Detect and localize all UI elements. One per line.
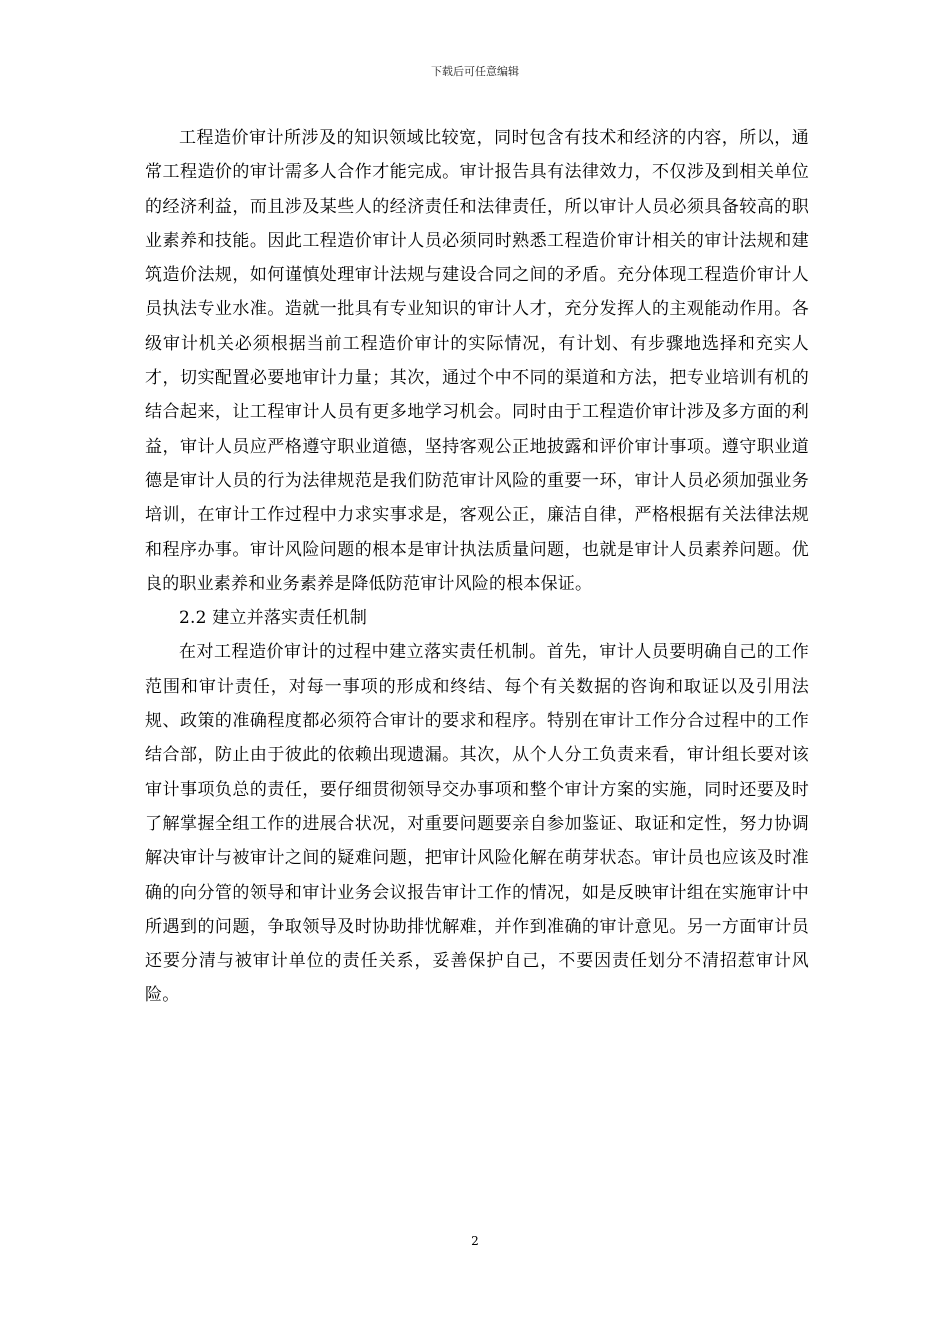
page-number: 2 [471,1234,479,1248]
paragraph-responsibility-mechanism: 在对工程造价审计的过程中建立落实责任机制。首先，审计人员要明确自己的工作范围和审计责任，对每一事项的形成和终结、每个有关数据的咨询和取证以及引用法规、政策的准确程度都必须符合审计的要求和程序。特别在审计工作分合过程中的工作结合部，防止由于彼此的依赖出现遗漏。其次，从个人分工负责来看，审计组长要对该审计事项负总的责任，要仔细贯彻领导交办事项和整个审计方案的实施，同时还要及时了解掌握全组工作的进展合状况，对重要问题要亲自参加鉴证、取证和定性，努力协调解决审计与被审计之间的疑难问题，把审计风险化解在萌芽状态。审计员也应该及时准确的向分管的领导和审计业务会议报告审计工作的情况，如是反映审计组在实施审计中所遇到的问题，争取领导及时协助排忧解难，并作到准确的审计意见。另一方面审计员还要分清与被审计单位的责任关系，妥善保护自己，不要因责任划分不清招惹审计风险。 [145,642,809,1006]
page-header: 下载后可任意编辑 [431,65,519,78]
section-heading: 2.2 建立并落实责任机制 [179,608,368,629]
document-body [145,121,809,1013]
paragraph-professional-competence: 工程造价审计所涉及的知识领域比较宽，同时包含有技术和经济的内容，所以，通常工程造价的审计需多人合作才能完成。审计报告具有法律效力，不仅涉及到相关单位的经济利益，而且涉及某些人的经济责任和法律责任，所以审计人员必须具备较高的职业素养和技能。因此工程造价审计人员必须同时熟悉工程造价审计相关的审计法规和建筑造价法规，如何谨慎处理审计法规与建设合同之间的矛盾。充分体现工程造价审计人员执法专业水准。造就一批具有专业知识的审计人才，充分发挥人的主观能动作用。各级审计机关必须根据当前工程造价审计的实际情况，有计划、有步骤地选择和充实人才，切实配置必要地审计力量；其次，通过个中不同的渠道和方法，把专业培训有机的结合起来，让工程审计人员有更多地学习机会。同时由于工程造价审计涉及多方面的利益，审计人员应严格遵守职业道德，坚持客观公正地披露和评价审计事项。遵守职业道德是审计人员的行为法律规范是我们防范审计风险的重要一环，审计人员必须加强业务培训，在审计工作过程中力求实事求是，客观公正，廉洁自律，严格根据有关法律法规和程序办事。审计风险问题的根本是审计执法质量问题，也就是审计人员素养问题。优良的职业素养和业务素养是降低防范审计风险的根本保证。 [145,128,809,594]
